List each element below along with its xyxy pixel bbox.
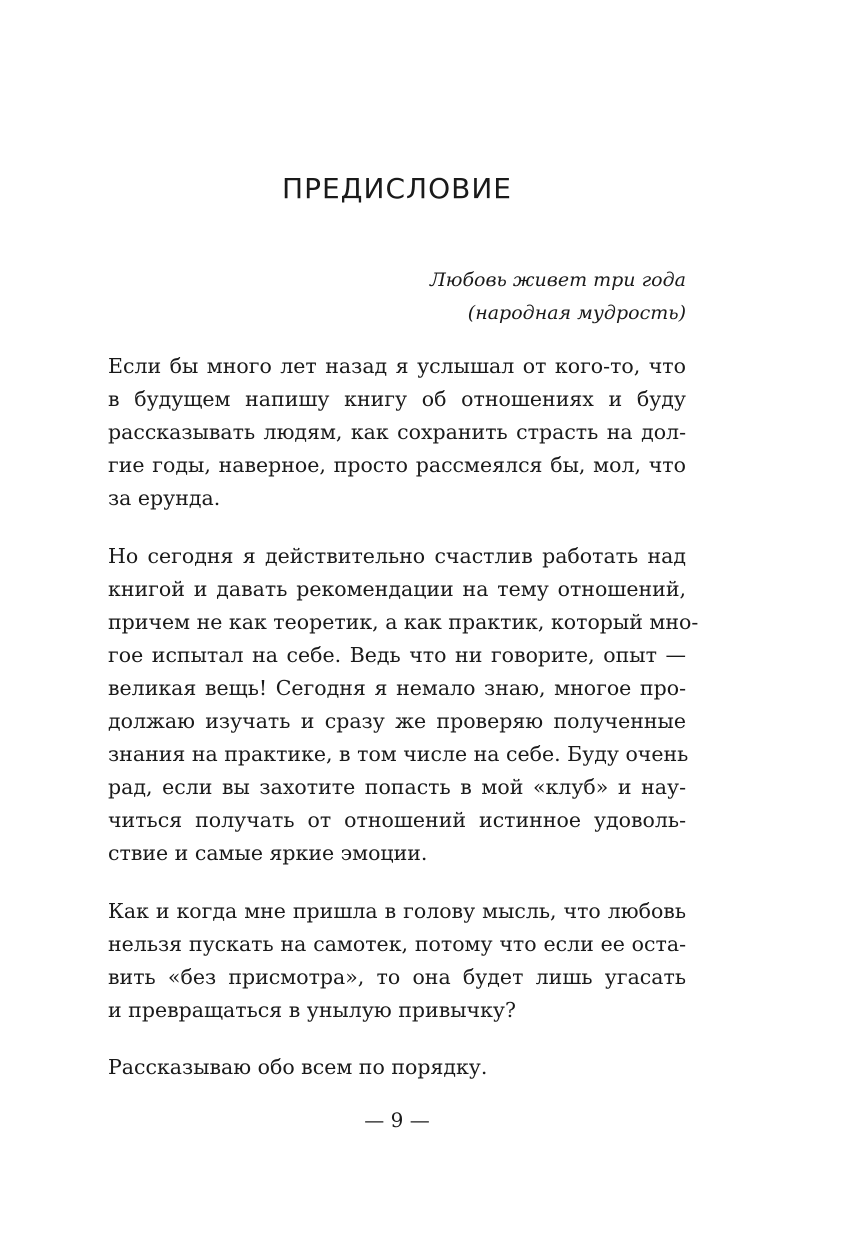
text-line: гие годы, наверное, просто рассмеялся бы, мол, что — [108, 453, 686, 477]
text-line: гое испытал на себе. Ведь что ни говорите, опыт — — [108, 643, 686, 667]
text-line: в будущем напишу книгу об отношениях и буду — [108, 387, 686, 411]
text-line: и превращаться в унылую привычку? — [108, 998, 516, 1022]
text-line: Как и когда мне пришла в голову мысль, что любовь — [108, 899, 686, 923]
text-line: причем не как теоретик, а как практик, который мно- — [108, 610, 699, 634]
text-line: Рассказываю обо всем по порядку. — [108, 1055, 488, 1079]
text-line: великая вещь! Сегодня я немало знаю, многое про- — [108, 676, 686, 700]
text-line: книгой и давать рекомендации на тему отношений, — [108, 577, 686, 601]
text-line: рад, если вы захотите попасть в мой «клуб» и нау- — [108, 775, 686, 799]
epigraph-source: (народная мудрость) — [467, 302, 686, 324]
text-line: должаю изучать и сразу же проверяю полученные — [108, 709, 686, 733]
text-line: ствие и самые яркие эмоции. — [108, 841, 428, 865]
text-line: Но сегодня я действительно счастлив работать над — [108, 544, 686, 568]
text-line: вить «без присмотра», то она будет лишь угасать — [108, 965, 686, 989]
text-line: читься получать от отношений истинное удоволь- — [108, 808, 686, 832]
text-line: Если бы много лет назад я услышал от кого-то, что — [108, 354, 686, 378]
text-line: рассказывать людям, как сохранить страсть на дол- — [108, 420, 686, 444]
epigraph-quote: Любовь живет три года — [429, 269, 686, 291]
text-line: за ерунда. — [108, 486, 221, 510]
page-number: — 9 — — [364, 1108, 430, 1132]
text-line: знания на практике, в том числе на себе. Буду очень — [108, 742, 689, 766]
text-line: нельзя пускать на самотек, потому что если ее оста- — [108, 932, 686, 956]
chapter-title: ПРЕДИСЛОВИЕ — [282, 171, 512, 205]
